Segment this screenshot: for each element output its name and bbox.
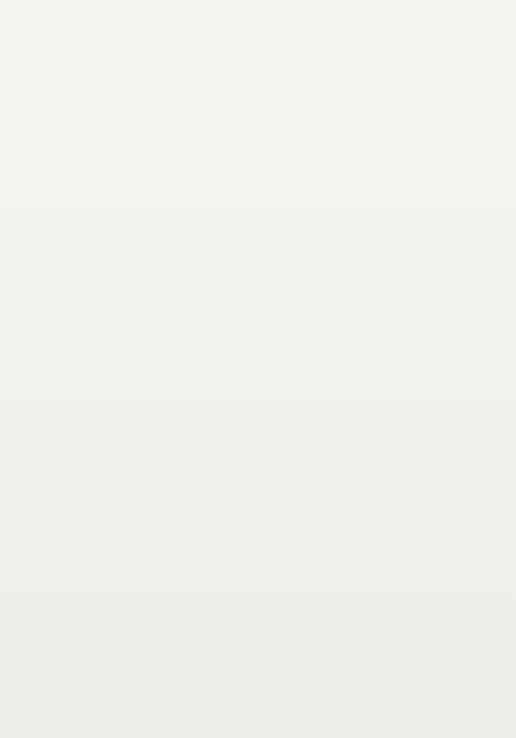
top-text-block: [22, 22, 506, 352]
bottom-text-block: [22, 370, 506, 695]
